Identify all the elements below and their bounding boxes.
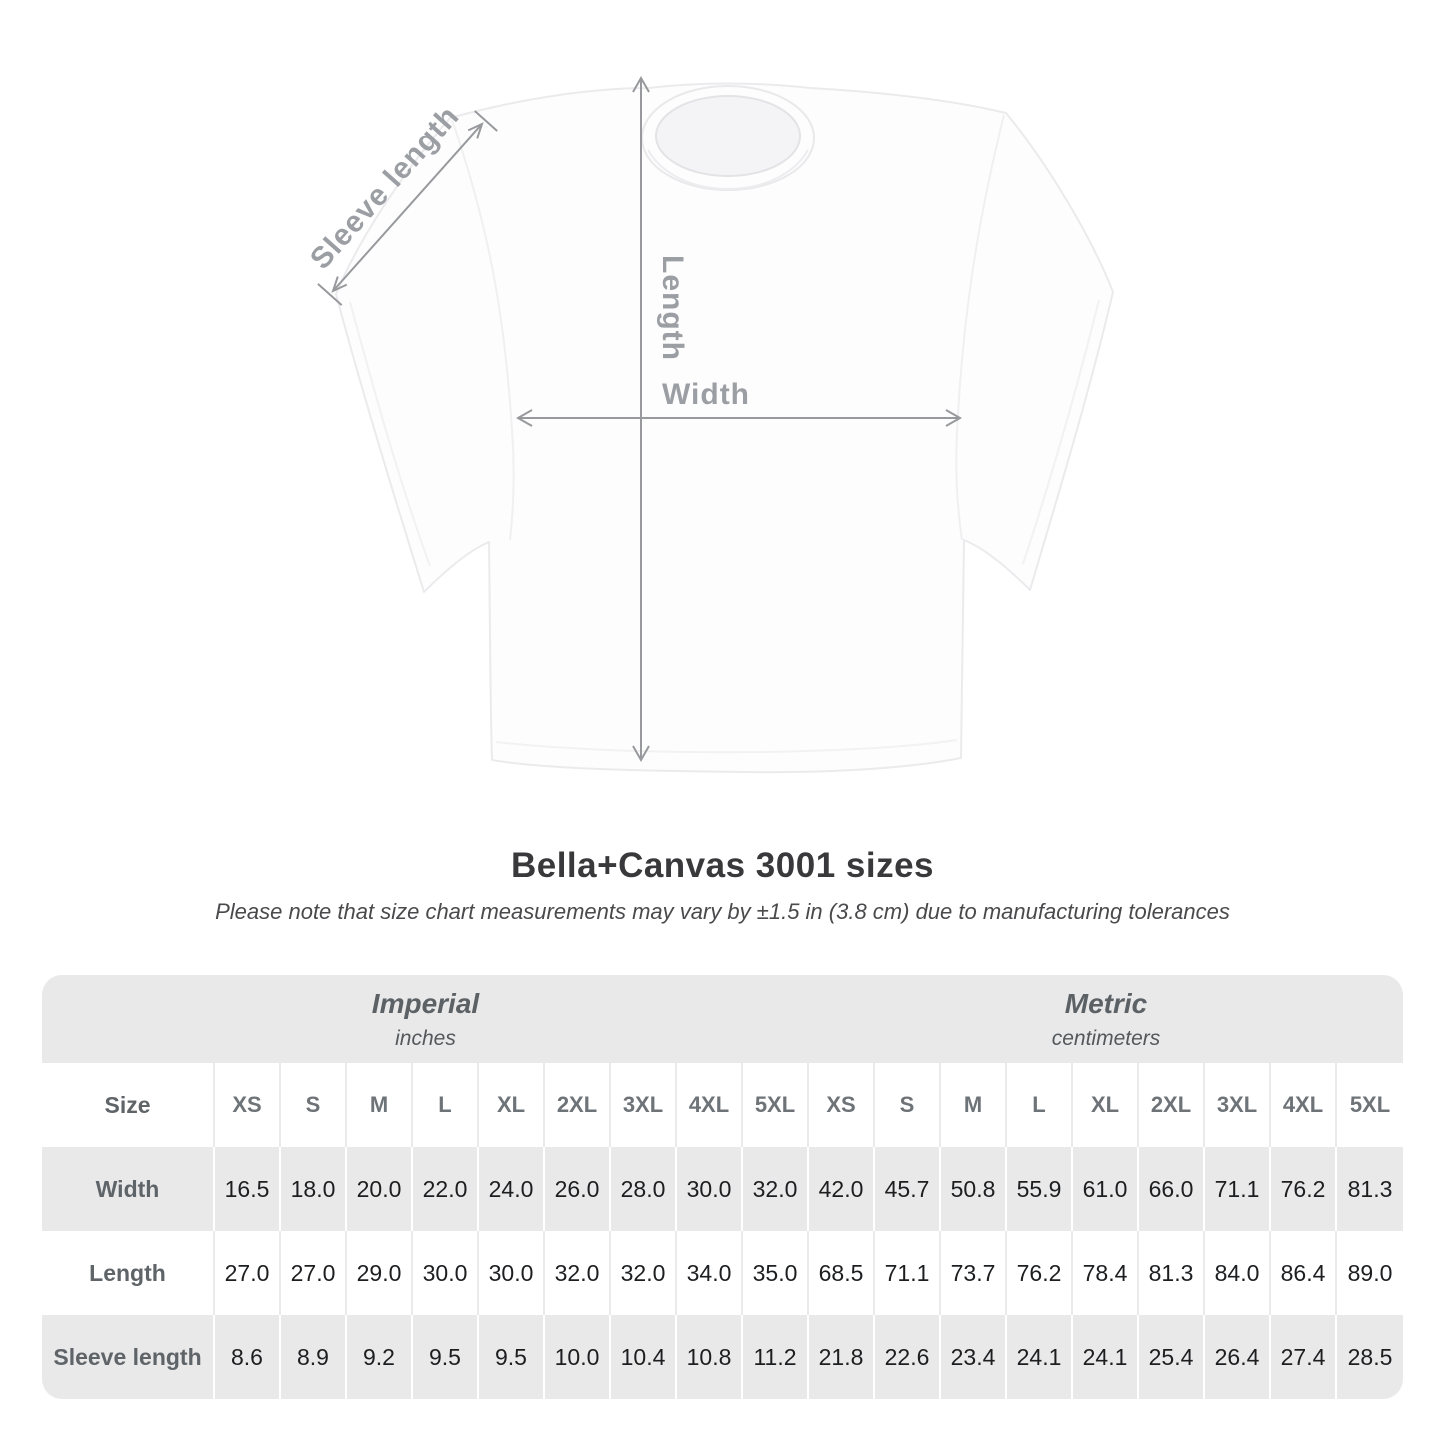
size-header-imperial-m: M (347, 1063, 413, 1147)
size-header-metric-s: S (875, 1063, 941, 1147)
size-header-metric-l: L (1007, 1063, 1073, 1147)
size-corner-label: Size (42, 1063, 215, 1147)
length-dimension-label: Length (656, 255, 689, 361)
length-imperial-4xl: 34.0 (677, 1231, 743, 1315)
width-metric-xl: 61.0 (1073, 1147, 1139, 1231)
size-header-imperial-3xl: 3XL (611, 1063, 677, 1147)
size-header-metric-xs: XS (809, 1063, 875, 1147)
size-header-imperial-2xl: 2XL (545, 1063, 611, 1147)
width-metric-xs: 42.0 (809, 1147, 875, 1231)
size-header-metric-4xl: 4XL (1271, 1063, 1337, 1147)
width-metric-l: 55.9 (1007, 1147, 1073, 1231)
size-chart-table (42, 975, 1403, 1399)
sleeve-dimension-label: Sleeve length (303, 99, 466, 276)
sleeve-imperial-l: 9.5 (413, 1315, 479, 1399)
size-header-metric-m: M (941, 1063, 1007, 1147)
sleeve-metric-s: 22.6 (875, 1315, 941, 1399)
length-metric-m: 73.7 (941, 1231, 1007, 1315)
size-header-imperial-l: L (413, 1063, 479, 1147)
width-imperial-xs: 16.5 (215, 1147, 281, 1231)
metric-group-unit: centimeters (1051, 1026, 1161, 1050)
length-metric-4xl: 86.4 (1271, 1231, 1337, 1315)
length-imperial-m: 29.0 (347, 1231, 413, 1315)
length-metric-5xl: 89.0 (1337, 1231, 1403, 1315)
length-metric-xl: 78.4 (1073, 1231, 1139, 1315)
size-header-imperial-5xl: 5XL (743, 1063, 809, 1147)
metric-group-name: Metric (1064, 987, 1148, 1019)
size-header-metric-3xl: 3XL (1205, 1063, 1271, 1147)
size-header-metric-xl: XL (1073, 1063, 1139, 1147)
sleeve-metric-m: 23.4 (941, 1315, 1007, 1399)
length-imperial-xl: 30.0 (479, 1231, 545, 1315)
length-metric-s: 71.1 (875, 1231, 941, 1315)
sleeve-imperial-xs: 8.6 (215, 1315, 281, 1399)
length-imperial-5xl: 35.0 (743, 1231, 809, 1315)
imperial-group-name: Imperial (371, 987, 480, 1019)
sleeve-metric-3xl: 26.4 (1205, 1315, 1271, 1399)
width-metric-4xl: 76.2 (1271, 1147, 1337, 1231)
length-imperial-3xl: 32.0 (611, 1231, 677, 1315)
sleeve-imperial-s: 8.9 (281, 1315, 347, 1399)
sleeve-imperial-4xl: 10.8 (677, 1315, 743, 1399)
heading-block (0, 846, 1445, 925)
imperial-group-unit: inches (395, 1026, 456, 1050)
width-metric-m: 50.8 (941, 1147, 1007, 1231)
width-imperial-l: 22.0 (413, 1147, 479, 1231)
width-imperial-2xl: 26.0 (545, 1147, 611, 1231)
width-imperial-3xl: 28.0 (611, 1147, 677, 1231)
width-metric-2xl: 66.0 (1139, 1147, 1205, 1231)
row-label-width: Width (42, 1147, 215, 1231)
metric-group-header (809, 975, 1403, 1063)
length-metric-3xl: 84.0 (1205, 1231, 1271, 1315)
sleeve-imperial-2xl: 10.0 (545, 1315, 611, 1399)
sleeve-metric-5xl: 28.5 (1337, 1315, 1403, 1399)
sleeve-metric-xs: 21.8 (809, 1315, 875, 1399)
row-label-sleeve-length: Sleeve length (42, 1315, 215, 1399)
sleeve-imperial-3xl: 10.4 (611, 1315, 677, 1399)
size-header-imperial-s: S (281, 1063, 347, 1147)
length-imperial-2xl: 32.0 (545, 1231, 611, 1315)
length-imperial-xs: 27.0 (215, 1231, 281, 1315)
size-header-metric-2xl: 2XL (1139, 1063, 1205, 1147)
sleeve-imperial-5xl: 11.2 (743, 1315, 809, 1399)
imperial-group-header (42, 975, 809, 1063)
width-dimension-label: Width (661, 378, 751, 411)
sleeve-imperial-m: 9.2 (347, 1315, 413, 1399)
row-label-length: Length (42, 1231, 215, 1315)
width-imperial-xl: 24.0 (479, 1147, 545, 1231)
size-header-metric-5xl: 5XL (1337, 1063, 1403, 1147)
tshirt-collar-opening (656, 96, 800, 176)
sleeve-imperial-xl: 9.5 (479, 1315, 545, 1399)
sleeve-metric-xl: 24.1 (1073, 1315, 1139, 1399)
length-metric-2xl: 81.3 (1139, 1231, 1205, 1315)
length-imperial-l: 30.0 (413, 1231, 479, 1315)
width-imperial-5xl: 32.0 (743, 1147, 809, 1231)
size-header-imperial-4xl: 4XL (677, 1063, 743, 1147)
width-imperial-4xl: 30.0 (677, 1147, 743, 1231)
width-metric-3xl: 71.1 (1205, 1147, 1271, 1231)
length-metric-xs: 68.5 (809, 1231, 875, 1315)
width-metric-s: 45.7 (875, 1147, 941, 1231)
size-header-imperial-xl: XL (479, 1063, 545, 1147)
sleeve-metric-2xl: 25.4 (1139, 1315, 1205, 1399)
width-imperial-s: 18.0 (281, 1147, 347, 1231)
width-imperial-m: 20.0 (347, 1147, 413, 1231)
width-metric-5xl: 81.3 (1337, 1147, 1403, 1231)
tolerance-note: Please note that size chart measurements may vary by ±1.5 in (3.8 cm) due to manufacturing tolerances (215, 899, 1230, 924)
length-metric-l: 76.2 (1007, 1231, 1073, 1315)
sleeve-metric-l: 24.1 (1007, 1315, 1073, 1399)
sleeve-metric-4xl: 27.4 (1271, 1315, 1337, 1399)
size-header-imperial-xs: XS (215, 1063, 281, 1147)
page-title: Bella+Canvas 3001 sizes (510, 846, 935, 885)
length-imperial-s: 27.0 (281, 1231, 347, 1315)
